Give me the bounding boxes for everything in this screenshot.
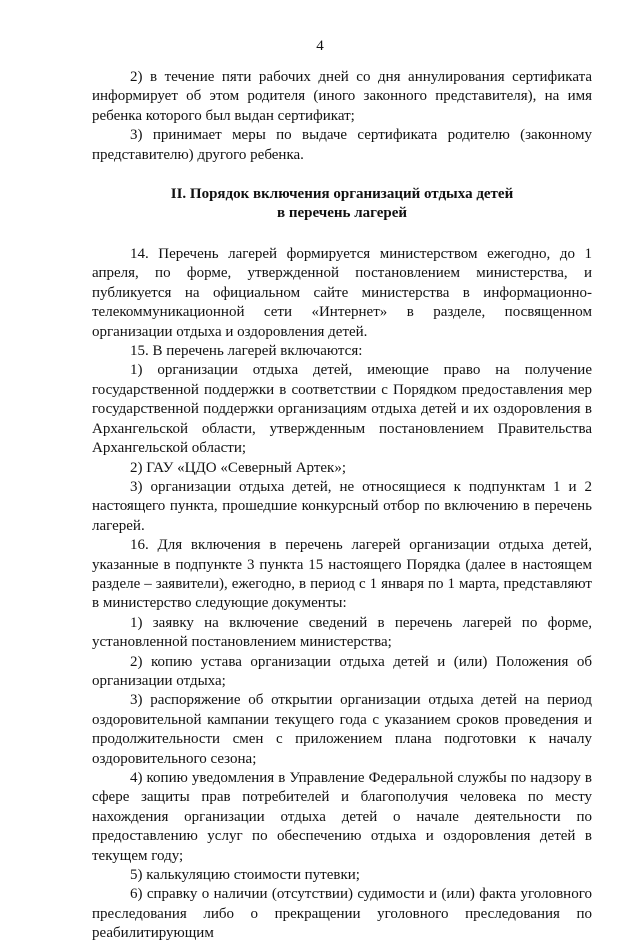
paragraph-item-16-2: 2) копию устава организации отдыха детей и (или) Положения об организации отдыха;: [92, 653, 592, 689]
paragraph-intro-1: 2) в течение пяти рабочих дней со дня аннулирования сертификата информирует об этом родителя (иного законного представителя), на имя ребенка которого был выдан сертификат;: [92, 69, 592, 124]
paragraph-item-15: 15. В перечень лагерей включаются:: [130, 343, 363, 360]
document-body: [92, 68, 592, 944]
paragraph-item-14: 14. Перечень лагерей формируется министерством ежегодно, до 1 апреля, по форме, утвержденной постановлением министерства, и публикуется на официальном сайте министерства в информационно-телекоммуникационной сети «Интернет» в разделе, посвященном организации отдыха и оздоровления детей.: [92, 246, 592, 340]
paragraph-item-16-6: 6) справку о наличии (отсутствии) судимости и (или) факта уголовного преследования либо о прекращении уголовного преследования по реабилитирующим: [92, 886, 592, 942]
paragraph-item-16-5: 5) калькуляцию стоимости путевки;: [130, 867, 360, 884]
paragraph-item-16-3: 3) распоряжение об открытии организации отдыха детей на период оздоровительной кампании текущего года с указанием сроков проведения и продолжительности смен с приложением плана подготовки к началу оздоровительного сезона;: [92, 692, 592, 767]
paragraph-item-16-4: 4) копию уведомления в Управление Федеральной службы по надзору в сфере защиты прав потребителей и благополучия человека по месту нахождения организации отдыха детей о начале деятельности по предоставлению услуг по обеспечению отдыха и оздоровления детей в текущем году;: [92, 770, 592, 864]
paragraph-item-16-1: 1) заявку на включение сведений в перечень лагерей по форме, установленной постановлением министерства;: [92, 614, 592, 651]
paragraph-item-15-3: 3) организации отдыха детей, не относящиеся к подпунктам 1 и 2 настоящего пункта, прошедшие конкурсный отбор по включению в перечень лагерей.: [92, 478, 592, 534]
paragraph-item-15-2: 2) ГАУ «ЦДО «Северный Артек»;: [130, 459, 346, 476]
section-heading: [92, 185, 592, 223]
paragraph-intro-2: 3) принимает меры по выдаче сертификата родителю (законному представителю) другого ребенка.: [92, 127, 592, 163]
section-heading-line-1: II. Порядок включения организаций отдыха детей: [170, 186, 514, 203]
paragraph-item-15-1: 1) организации отдыха детей, имеющие право на получение государственной поддержки в соответствии с Порядком предоставления мер государственной поддержки организациям отдыха детей и их оздоровления в Архангельской области, утвержденным постановлением Правительства Архангельской области;: [92, 362, 592, 457]
section-heading-line-2: в перечень лагерей: [276, 205, 408, 222]
paragraph-item-16: 16. Для включения в перечень лагерей организации отдыха детей, указанные в подпункте 3 пункта 15 настоящего Порядка (далее в настоящем разделе – заявители), ежегодно, в период с 1 января по 1 марта, представляют в министерство следующие документы:: [92, 537, 592, 612]
page-number: 4: [316, 38, 324, 54]
